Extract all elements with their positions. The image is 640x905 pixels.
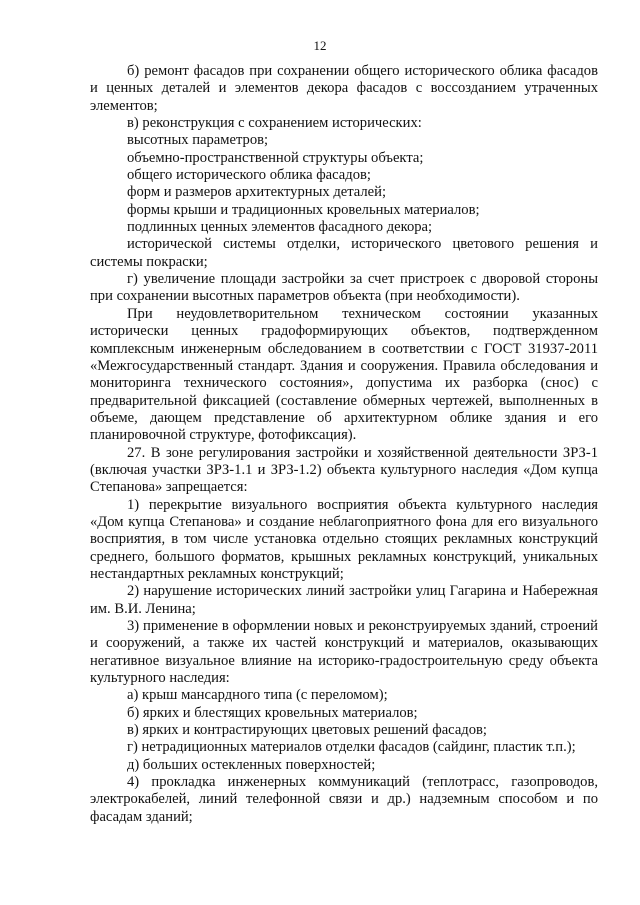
paragraph: высотных параметров;: [127, 132, 269, 149]
paragraph: общего исторического облика фасадов;: [127, 167, 371, 184]
paragraph: объемно-пространственной структуры объекта;: [127, 149, 424, 166]
paragraph: д) больших остекленных поверхностей;: [127, 756, 376, 773]
paragraph: 2) нарушение исторических линий застройки улиц Гагарина и Набережная им. В.И. Ленина;: [90, 583, 598, 617]
document-body: [90, 63, 598, 826]
paragraph: 27. В зоне регулирования застройки и хозяйственной деятельности ЗРЗ-1 (включая участки ЗРЗ-1.1 и ЗРЗ-1.2) объекта культурного наследия «Дом купца Степанова» запрещается:: [90, 444, 598, 496]
paragraph: б) ремонт фасадов при сохранении общего исторического облика фасадов и ценных деталей и элементов декора фасадов с воссозданием утраченных элементов;: [90, 63, 598, 114]
paragraph: исторической системы отделки, исторического цветового решения и системы покраски;: [90, 236, 598, 270]
paragraph: в) реконструкция с сохранением исторических:: [127, 115, 422, 132]
paragraph: подлинных ценных элементов фасадного декора;: [127, 219, 433, 236]
paragraph: а) крыш мансардного типа (с переломом);: [127, 687, 388, 704]
paragraph: 3) применение в оформлении новых и реконструируемых зданий, строений и сооружений, а также их частей конструкций и материалов, оказывающих негативное визуальное влияние на историко-градостроительную среду объекта культурного наследия:: [90, 618, 598, 687]
paragraph: 4) прокладка инженерных коммуникаций (теплотрасс, газопроводов, электрокабелей, линий телефонной связи и др.) надземным способом и по фасадам зданий;: [90, 774, 598, 825]
paragraph: форм и размеров архитектурных деталей;: [127, 184, 387, 201]
paragraph: При неудовлетворительном техническом состоянии указанных исторически ценных градоформирующих объектов, подтвержденном комплексным инженерным обследованием в соответствии с ГОСТ 31937-2011 «Межгосударственный стандарт. Здания и сооружения. Правила обследования и мониторинга технического состояния», допустима их разборка (снос) с предварительной фиксацией (составление обмерных чертежей, выполненных в объеме, дающем представление об архитектурном облике здания и его планировочной структуре, фотофиксация).: [90, 305, 598, 444]
page-number: 12: [313, 38, 327, 53]
paragraph: б) ярких и блестящих кровельных материалов;: [127, 704, 418, 721]
paragraph: г) нетрадиционных материалов отделки фасадов (сайдинг, пластик т.п.);: [127, 739, 576, 756]
paragraph: г) увеличение площади застройки за счет пристроек с дворовой стороны при сохранении высотных параметров объекта (при необходимости).: [90, 271, 598, 305]
paragraph: в) ярких и контрастирующих цветовых решений фасадов;: [127, 722, 487, 739]
paragraph: формы крыши и традиционных кровельных материалов;: [127, 201, 480, 218]
paragraph: 1) перекрытие визуального восприятия объекта культурного наследия «Дом купца Степанова» и создание неблагоприятного фона для его визуального восприятия, в том числе установка отдельно стоящих рекламных конструкций среднего, большого форматов, крышных рекламных конструкций, уникальных нестандартных рекламных конструкций;: [90, 496, 598, 582]
